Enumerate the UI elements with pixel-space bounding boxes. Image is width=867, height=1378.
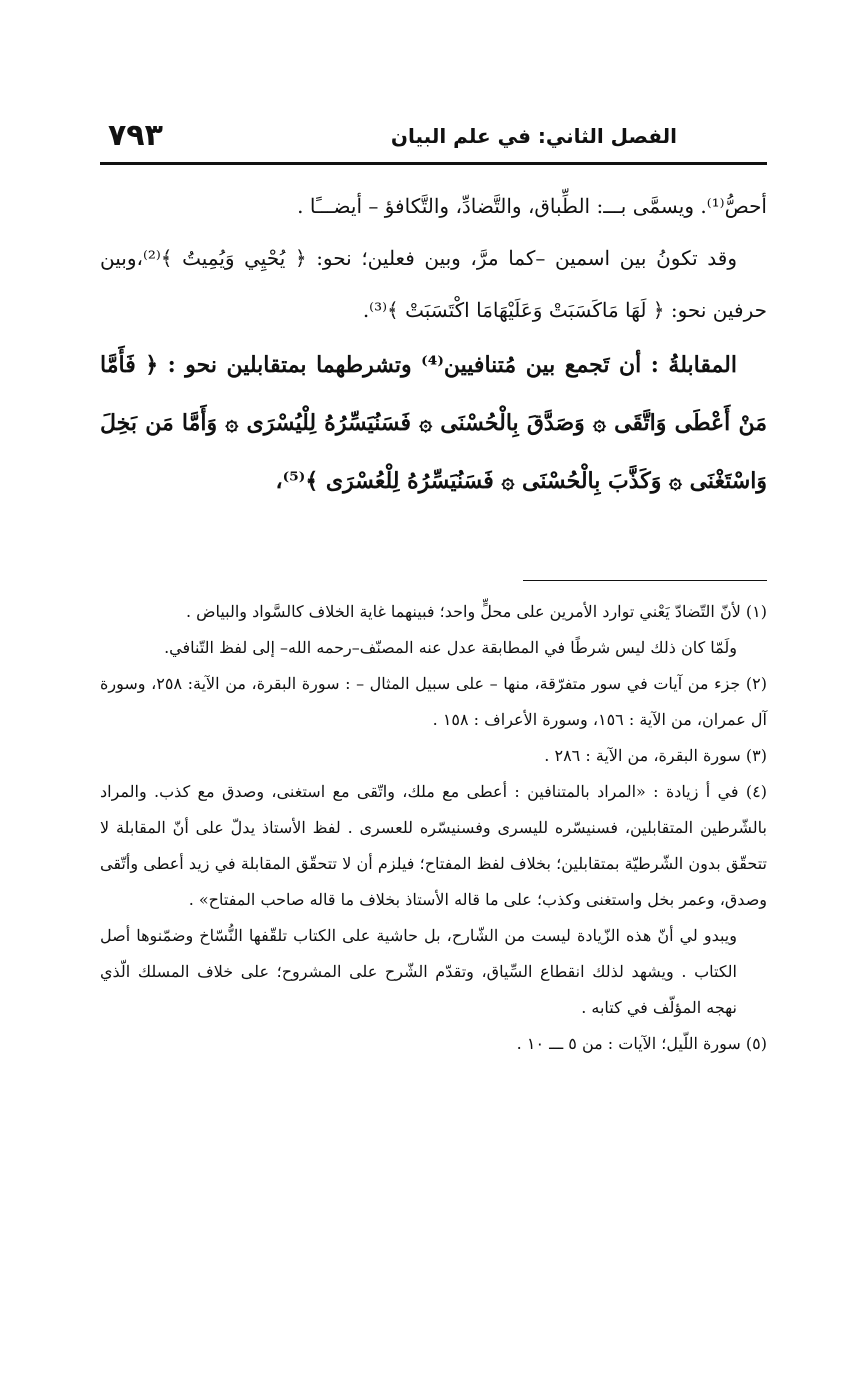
footnote-3: (٣) سورة البقرة، من الآية : ٢٨٦ . bbox=[544, 746, 767, 765]
footnote-1: (١) لأنّ التّضادّ يَعْني توارد الأمرين على محلٍّ واحد؛ فبينهما غاية الخلاف كالسَّواد والبياض . bbox=[185, 602, 767, 621]
footnote-5: (٥) سورة اللّيل؛ الآيات : من ٥ ـــ ١٠ . bbox=[516, 1034, 767, 1053]
footnote-1-continuation: ولَمّا كان ذلك ليس شرطًا في المطابقة عدل عنه المصنّف–رحمه الله– إلى لفظ التّنافي. bbox=[164, 638, 737, 657]
page-number: ٧٩٣ bbox=[108, 118, 163, 153]
footnote-separator bbox=[523, 580, 767, 581]
footnote-4: (٤) في أ زيادة : «المراد بالمتنافين : أعطى مع ملك، واتّقى مع استغنى، وصدق مع كذب. والمراد بالشّرطين المتقابلين، فسنيسّره لليسرى وفسنيسّره للعسرى . لفظ الأستاذ يدلّ على أنّ المقابلة لا تتحقّق بدون الشّرطيّة بمتقابلين؛ بخلاف لفظ المفتاح؛ فيلزم أن لا تتحقّق المقابلة في زيد أعطى وأتّقى وصدق، وعمر بخل واستغنى وكذب؛ على ما قاله الأستاذ بخلاف ما قاله صاحب المفتاح» . bbox=[100, 782, 767, 909]
body-line-1: أحصُّ⁽¹⁾. ويسمَّى بـــ: الطِّباق، والتَّضادِّ، والتَّكافؤ – أيضـــًا . bbox=[297, 194, 767, 218]
footnote-2: (٢) جزء من آيات في سور متفرّقة، منها – على سبيل المثال – : سورة البقرة، من الآية: ٢٥٨، وسورة آل عمران، من الآية : ١٥٦، وسورة الأعراف : ١٥٨ . bbox=[100, 674, 767, 729]
body-paragraph-2: وقد تكونُ بين اسمين –كما مرَّ، وبين فعلين؛ نحو: ﴿ يُحْيِي وَيُمِيتُ ﴾⁽²⁾،وبين حرفين نحو: ﴿ لَهَا مَاكَسَبَتْ وَعَلَيْهَامَا اكْتَسَبَتْ ﴾⁽³⁾. bbox=[100, 246, 767, 322]
body-paragraph-3: المقابلةُ : أن تَجمع بين مُتنافيين⁽⁴⁾ وتشرطهما بمتقابلين نحو : ﴿ فَأَمَّا مَنْ أَعْطَى وَاتَّقَى ۞ وَصَدَّقَ بِالْحُسْنَى ۞ فَسَنُيَسِّرُهُ لِلْيُسْرَى ۞ وَأَمَّا مَن بَخِلَ وَاسْتَغْنَى ۞ وَكَذَّبَ بِالْحُسْنَى ۞ فَسَنُيَسِّرُهُ لِلْعُسْرَى ﴾⁽⁵⁾، bbox=[100, 352, 767, 494]
page-header bbox=[100, 118, 767, 158]
footnote-4-commentary: ويبدو لي أنّ هذه الزّيادة ليست من الشّارح، بل حاشية على الكتاب تلقّفها النُّسّاخ وضمّنوها أصل الكتاب . ويشهد لذلك انقطاع السِّياق، وتقدّم الشّرح على المشروح؛ على خلاف المسلك الّذي نهجه المؤلّف في كتابه . bbox=[100, 926, 737, 1017]
running-title: الفصل الثاني: في علم البيان bbox=[390, 124, 677, 148]
header-rule bbox=[100, 162, 767, 165]
footnotes bbox=[100, 594, 767, 1062]
main-text bbox=[100, 180, 767, 510]
